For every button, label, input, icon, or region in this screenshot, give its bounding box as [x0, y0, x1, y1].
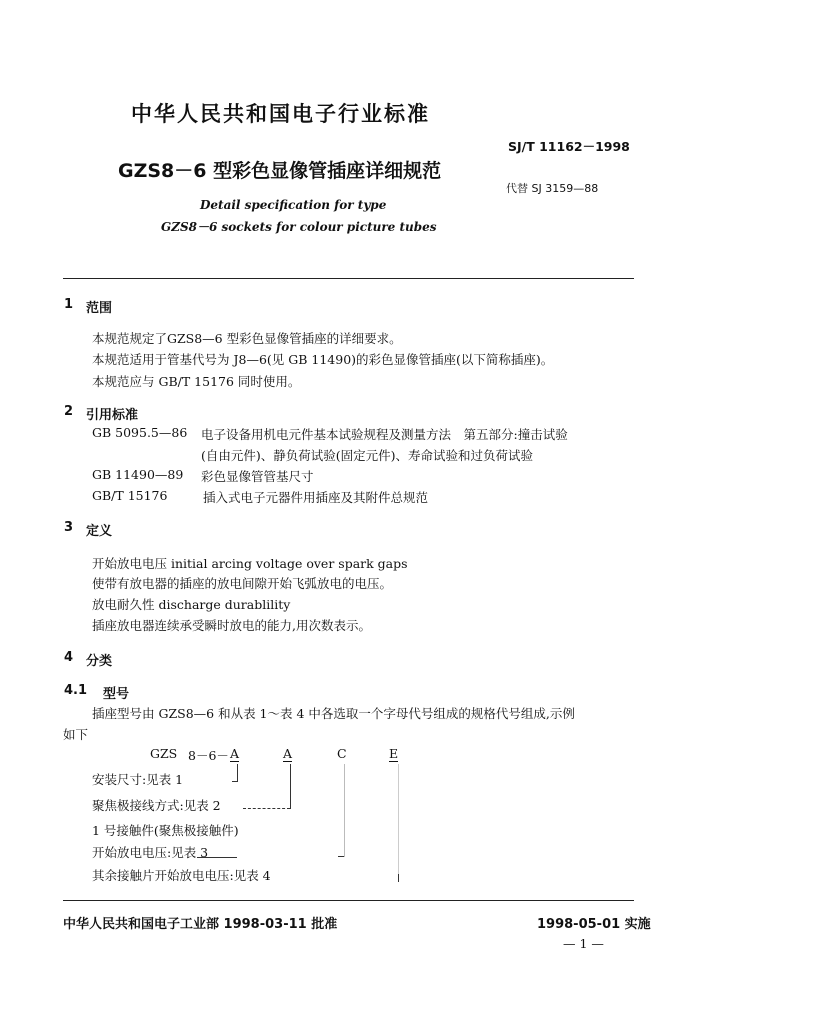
section-1-line: 本规范应与 GB/T 15176 同时使用。 [92, 374, 301, 389]
section-1-line: 本规范规定了GZS8—6 型彩色显像管插座的详细要求。 [92, 331, 402, 346]
english-title-line2: GZS8－6 sockets for colour picture tubes [161, 220, 437, 234]
bracket-foot [197, 857, 237, 858]
legend-spark-voltage: 开始放电电压:见表 3 [92, 845, 209, 860]
bracket-tick [290, 764, 291, 809]
code-series: 8－6－ [188, 748, 229, 763]
section-4-number: 4 [64, 650, 74, 665]
reference-title: 彩色显像管管基尺寸 [201, 469, 314, 484]
legend-focus-wiring: 聚焦极接线方式:见表 2 [92, 798, 221, 813]
section-2-title: 引用标准 [86, 408, 139, 423]
standard-number: SJ/T 11162－1998 [508, 139, 630, 154]
code-letter-spark1: C [337, 746, 347, 761]
code-letter-spark-other: E [389, 746, 399, 761]
subsection-4-1-number: 4.1 [64, 683, 88, 698]
legend-other-spark-voltage: 其余接触片开始放电电压:见表 4 [92, 868, 271, 883]
bracket-tick [237, 764, 238, 782]
code-letter-mounting: A [230, 746, 240, 761]
section-4-title: 分类 [86, 654, 113, 669]
code-prefix: GZS [150, 746, 178, 761]
section-1-line: 本规范适用于管基代号为 J8—6(见 GB 11490)的彩色显像管插座(以下简称插座)。 [92, 352, 554, 367]
bracket-foot [338, 856, 344, 857]
standard-title: 中华人民共和国电子行业标准 [131, 102, 430, 126]
reference-title: 插入式电子元器件用插座及其附件总规范 [203, 490, 429, 505]
reference-code: GB/T 15176 [92, 488, 168, 503]
page-number: — 1 — [563, 936, 604, 951]
paragraph-line: 如下 [63, 727, 89, 742]
document-title: GZS8－6 型彩色显像管插座详细规范 [118, 160, 442, 182]
definition-text: 插座放电器连续承受瞬时放电的能力,用次数表示。 [92, 618, 371, 633]
paragraph-line: 插座型号由 GZS8—6 和从表 1～表 4 中各选取一个字母代号组成的规格代号组成,示例 [92, 706, 575, 721]
code-letter-focus: A [283, 746, 293, 761]
footer-divider [63, 900, 634, 901]
effective-date: 1998-05-01 实施 [537, 917, 651, 932]
definition-text: 使带有放电器的插座的放电间隙开始飞弧放电的电压。 [92, 576, 393, 591]
bracket-dash [243, 808, 290, 809]
reference-title: (自由元件)、静负荷试验(固定元件)、寿命试验和过负荷试验 [201, 448, 534, 463]
section-1-title: 范围 [86, 301, 113, 316]
bracket-tick [398, 874, 399, 882]
reference-code: GB 5095.5—86 [92, 425, 188, 440]
legend-contact-1: 1 号接触件(聚焦极接触件) [92, 823, 239, 838]
reference-title: 电子设备用机电元件基本试验规程及测量方法 第五部分:撞击试验 [201, 427, 568, 442]
section-2-number: 2 [64, 404, 74, 419]
replaces-note: 代替 SJ 3159—88 [506, 182, 599, 195]
legend-mounting: 安装尺寸:见表 1 [92, 772, 184, 787]
bracket-tick [398, 764, 399, 881]
bracket-tick [344, 764, 345, 857]
definition-term: 放电耐久性 discharge durablility [92, 597, 291, 612]
section-1-number: 1 [64, 297, 74, 312]
definition-term: 开始放电电压 initial arcing voltage over spark gaps [92, 556, 408, 571]
approval-note: 中华人民共和国电子工业部 1998-03-11 批准 [63, 917, 338, 932]
english-title-line1: Detail specification for type [200, 198, 387, 212]
reference-code: GB 11490—89 [92, 467, 184, 482]
bracket-foot [232, 781, 238, 782]
header-divider [63, 278, 634, 279]
section-3-number: 3 [64, 520, 74, 535]
section-3-title: 定义 [86, 524, 113, 539]
subsection-4-1-title: 型号 [103, 687, 130, 702]
